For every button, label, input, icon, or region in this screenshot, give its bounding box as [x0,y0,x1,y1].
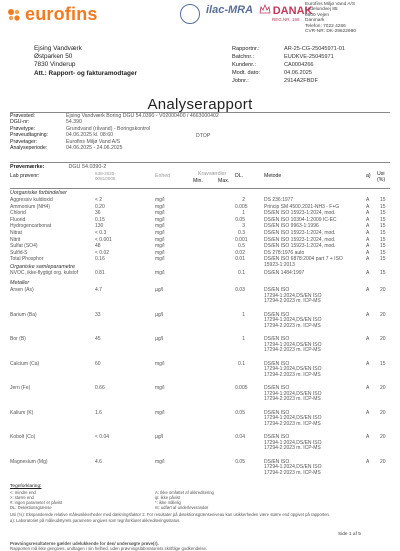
accreditation: A [366,270,370,276]
method-line: 17294-2:2023 m. ICP-MS [264,298,321,305]
analyte-name: Nitrat [10,230,22,236]
sample-value: Eurofins Miljø Vand A/S [66,138,121,145]
page-number: Side 1 af 5 [338,532,361,537]
result-value: < 0.001 [95,236,112,243]
method-line: DS/EN ISO [264,385,290,391]
unit: mg/l [155,203,165,210]
uncertainty: 15 [380,360,386,367]
uncertainty: 20 [380,287,386,293]
detection-limit: 0.05 [235,216,245,223]
analyte-name: Bor (B) [10,336,26,342]
analyte-name: Sulfat (SO4) [10,243,38,250]
analyte-name: Kobolt (Co) [10,434,36,440]
accreditation: A [366,434,370,440]
uncertainty: 20 [380,434,386,440]
uncertainty: 20 [380,311,386,318]
uncertainty: 20 [380,458,386,465]
recipient-line: Østparken 50 [34,53,73,61]
detection-limit: 1 [242,311,245,318]
method: DS 278:1976 auto [264,249,305,256]
lab-address [305,2,356,34]
col-name: Lab prøvenr: [10,173,40,179]
col-min: Min. [193,178,203,184]
detection-limit: 1 [242,210,245,217]
result-value: 1.6 [95,409,102,416]
method: DS/EN ISO 15923-1:2024, mod. [264,243,336,250]
legend-item: #: ingen parameter er påvist [10,500,63,505]
analyte-name: NVOC, ikke-flygtigt org. kulstof [10,270,79,276]
address-line: Telefon: 7022 4266 [305,23,346,29]
method-line: 17294-1:2024,DS/EN ISO [264,317,322,324]
accreditation: A [366,336,370,342]
detection-limit: 0.1 [238,360,245,367]
analyte-name: Kalium (K) [10,409,34,416]
method-line: 17294-2:2023 m. ICP-MS [264,445,321,452]
method-line: 17294-2:2023 m. ICP-MS [264,396,321,403]
accreditation: A [366,256,370,263]
meta-row [232,61,345,69]
col-method: Metode [264,173,282,179]
legend-title: Tegnforklaring: [10,484,42,489]
legend-item: <: mindre end [10,490,36,495]
uncertainty: 15 [380,243,386,250]
address-line: Eurofins Miljø Vand A/S [305,2,356,7]
danak-text: DANAK [272,5,313,17]
method: Princip SM 4500.2021-NH3 - F+G [264,203,340,210]
method-line: DS/EN ISO [264,458,290,465]
sample-row [10,145,219,151]
analyte-name: Fluorid [10,216,26,223]
result-value: < 0.04 [95,434,110,440]
meta-row [232,53,345,61]
accreditation-badges [180,4,318,25]
table-header [10,171,390,187]
accreditation: A [366,216,370,223]
provemaerke-label: Prøvemærke: [10,164,45,170]
col-usi: Usi (%) [377,171,386,183]
detection-limit: 0.005 [235,385,248,391]
result-value: 45 [95,336,101,342]
recipient-block [34,45,137,78]
accreditation: A [366,236,370,243]
accreditation: A [366,360,370,367]
method: DS/EN ISO 15923-1:2024, mod. [264,236,336,243]
meta-value: 04.06.2025 [284,70,312,76]
method-line: 17294-1:2024,DS/EN ISO [264,439,322,446]
provemaerke [10,164,106,170]
sample-key: Prøvested: [10,113,36,119]
eurofins-logo-icon [6,7,22,23]
accreditation: A [366,249,370,256]
meta-key: Rapportnr.: [232,46,260,52]
uncertainty: 15 [380,223,386,230]
meta-key: Modt. dato: [232,70,260,76]
unit: mg/l [155,360,165,367]
detection-limit: 0.5 [238,243,245,250]
accreditation: A [366,203,370,210]
method: DS/EN ISO 15923-1:2024, mod. [264,230,336,236]
uncertainty: 15 [380,230,386,236]
analyte-name: Aggressiv kuldioxid [10,197,53,203]
uncertainty: 15 [380,216,386,223]
unit: mg/l [155,216,165,223]
result-value: 4.7 [95,287,102,293]
uncertainty: 20 [380,409,386,416]
result-value: 130 [95,223,104,230]
sample-key: Prøvetager: [10,138,38,145]
accreditation: A [366,409,370,416]
method-line: DS/EN ISO [264,336,290,342]
lab-seal-icon [180,4,200,24]
divider [10,162,390,163]
analyte-name: Ammonium (NH4) [10,203,51,210]
col-dl: DL. [235,173,244,179]
unit: µg/l [155,311,164,318]
unit: mg/l [155,409,165,416]
eurofins-logo [6,4,98,25]
method [264,288,322,305]
meta-key: Jobnr.: [232,78,249,84]
result-value: 0.20 [95,203,105,210]
a-note: a): Laboratoriet på måleudstyrets parametre angives som tegnforklaret akkrediteringsstatus. [10,518,181,523]
result-value: 60 [95,360,101,367]
result-value: 0.81 [95,270,105,276]
method [264,362,322,379]
usi-note: Usi (%): Ekspanderede relative måleusikkerheder med dækningsfaktor 2. For resultater på detektionsgrænseniveau kan usikkerheden være større end opgivet på rapporten. [10,512,331,517]
recipient-line: 7830 Vinderup [34,61,76,69]
method-line: 17294-2:2023 m. ICP-MS [264,469,321,476]
unit: mg/l [155,236,165,243]
unit: mg/l [155,458,165,465]
accreditation: A [366,311,370,318]
result-value: < 2 [95,197,103,203]
method-line: 17294-1:2024,DS/EN ISO [264,292,322,299]
uncertainty: 15 [380,249,386,256]
accreditation: A [366,230,370,236]
method [264,460,322,477]
method-line: 17294-1:2024,DS/EN ISO [264,464,322,471]
legend-item: A: Ikke omfattet af akkreditering [155,490,214,495]
sample-value: Grundvand (råvand) - Boringskontrol [66,125,151,132]
analyte-name: Magnesium (Mg) [10,458,48,465]
uncertainty: 15 [380,210,386,217]
unit: mg/l [155,210,165,217]
analyte-name: Jern (Fe) [10,385,31,391]
meta-row [232,77,345,85]
col-unit: Enhed [155,173,171,179]
method-line: DS/EN ISO [264,287,290,293]
sample-value: 04.06.2025 kl. 08:60 [66,132,114,139]
lab-badge [180,4,200,25]
result-value: 0.16 [95,256,105,263]
provemaerke-value: DGU 54.0390-2 [68,164,107,170]
meta-row [232,45,345,53]
uncertainty: 20 [380,385,386,391]
legend-left [10,490,62,510]
method: DS/EN ISO 9963-1:1996 [264,223,319,230]
detection-limit: 0.05 [235,458,245,465]
method-line: 17294-1:2024,DS/EN ISO [264,415,322,422]
detection-limit: 0.04 [235,434,245,440]
report-title: Analyserapport [147,96,253,113]
method: DS/EN ISO 10304-1:2009 IC-EC [264,216,337,223]
meta-row [232,69,345,77]
sample-key: DGU-nr: [10,119,30,126]
analyte-name: Nitrit [10,236,21,243]
detection-limit: 0.005 [235,203,248,210]
meta-key: Batchnr.: [232,54,255,60]
sample-value: 54.390 [66,119,82,126]
uncertainty: 15 [380,197,386,203]
result-value: 0.15 [95,216,105,223]
meta-value: CA0004266 [284,62,314,68]
result-value: 4.6 [95,458,102,465]
detection-limit: 0.02 [235,249,245,256]
result-value: 48 [95,243,101,250]
uncertainty: 20 [380,336,386,342]
detection-limit: 1 [242,336,245,342]
method-line: DS/EN ISO [264,434,290,440]
accreditation: A [366,287,370,293]
col-krav: Kravværdier [198,171,227,177]
analyte-name: Total Phosphor [10,256,44,263]
method [264,313,322,330]
method-line: 17294-1:2024,DS/EN ISO [264,390,322,397]
analyte-name: Sulfid-S [10,249,28,256]
analyte-name: Hydrogencarbonat [10,223,52,230]
detection-limit: 0.03 [235,287,245,293]
detection-limit: 0.05 [235,409,245,416]
accreditation: A [366,223,370,230]
accreditation: A [366,210,370,217]
detection-limit: 2 [242,197,245,203]
logo-text: eurofins [25,4,98,24]
col-a: a) [366,173,371,179]
result-value: < 0.02 [95,249,110,256]
meta-value: AR-25-CG-25045971-01 [284,46,345,52]
report-meta [232,45,345,85]
section-uorganiske: Uorganiske forbindelser [10,190,67,196]
uncertainty: 15 [380,270,386,276]
detection-limit: 0.3 [238,230,245,236]
method: DS/EN 1484:1997 [264,270,305,276]
method-line: 17294-1:2024,DS/EN ISO [264,366,322,373]
method [264,337,322,354]
danak-reg: REG.NR. 168 [272,17,300,22]
ilac-text: ilac-MRA [206,4,254,16]
section-metaller: Metaller [10,280,30,286]
uncertainty: 15 [380,203,386,210]
sample-info [10,113,219,151]
unit: µg/l [155,336,164,342]
method-line: 17294-2:2023 m. ICP-MS [264,371,321,378]
unit: mg/l [155,270,165,276]
recipient-line: Ejsing Vandværk [34,45,82,52]
result-value: 33 [95,311,101,318]
unit: mg/l [155,385,165,391]
detection-limit: 0.1 [238,270,245,276]
recipient-att: Att.: Rapport- og fakturamodtager [34,69,137,77]
unit: mg/l [155,249,165,256]
method-line: 17294-2:2023 m. ICP-MS [264,322,321,329]
unit: mg/l [155,197,165,203]
method-line: 17294-1:2024,DS/EN ISO [264,341,322,348]
accreditation: A [366,197,370,203]
footer-line: Prøvningsresultaterne gælder udelukkende for den/ undersøgte prøve(r). [10,541,159,546]
address-line: Danmark [305,18,325,24]
legend-item: nt: udført af underleverandør [155,505,209,510]
unit: µg/l [155,287,164,293]
sample-value: 04.06.2025 - 24.06.2025 [66,145,123,152]
legend-item: >: større end [10,495,34,500]
sample-key: Analyseperiode: [10,145,48,152]
detection-limit: 0.01 [235,256,245,263]
result-value: < 0.3 [95,230,107,236]
ilac-badge [206,4,253,16]
analyte-name: Chlorid [10,210,26,217]
method-line: 17294-2:2023 m. ICP-MS [264,420,321,427]
legend-right [155,490,214,510]
unit: mg/l [155,223,165,230]
address-line: CVR-NR: DK-29622980 [305,29,356,35]
analyte-name: Arsen (As) [10,287,34,293]
detection-limit: 0.001 [235,236,248,243]
method-line: 17294-2:2023 m. ICP-MS [264,347,321,354]
legend-item: *: ikke målelig [155,500,181,505]
uncertainty: 15 [380,236,386,243]
address-line: Ladelundvej 85 [305,7,338,13]
section-organiske: Organiske samleparametre [10,264,76,270]
unit: µg/l [155,434,164,440]
divider [10,188,390,189]
crown-icon [259,4,271,14]
method: DS 236:1977 [264,197,294,203]
footer-line: Rapporten må ikke gengives, undtagen i sin helhed, uden prøvningslaboratoriets skriftlige godkendelse. [10,546,208,551]
analyte-name: Barium (Ba) [10,311,37,318]
accreditation: A [366,243,370,250]
method [264,435,322,452]
method: DS/EN ISO 15923-1:2024, mod. [264,210,336,217]
uncertainty: 15 [380,256,386,263]
sample-value: Ejsing Vandværk Boring DGU 54.0390 - V02000400 / 4663000402 [66,113,219,119]
accreditation: A [366,458,370,465]
meta-key: Kundenr.: [232,62,256,68]
result-value: 36 [95,210,101,217]
unit: mg/l [155,256,165,263]
meta-value: 2914A2FBDF [284,78,318,84]
legend-item: DL: Detektionsgrænse [10,505,52,510]
result-value: 0.66 [95,385,105,391]
legend-item: ip: ikke påvist [155,495,181,500]
method [264,386,322,403]
meta-value: EUDKVE-25045971 [284,54,334,60]
analyte-name: Calcium (Ca) [10,360,40,367]
method-line: DS/EN ISO [264,360,290,367]
method-line: DS/EN ISO [264,409,290,416]
sample-extra: DTOP [196,133,211,139]
col-lab-no: 538-2025-00810006 [95,171,116,181]
accreditation: A [366,385,370,391]
method [264,411,322,428]
method-line: DS/EN ISO [264,311,290,318]
detection-limit: 3 [242,223,245,230]
method: DS/EN ISO 6878:2004 part 7 + ISO 15923-1:2013 [264,256,343,268]
address-line: 6600 Vejen [305,12,330,18]
sample-key: Prøveudtagning: [10,132,49,139]
col-max: Max. [218,178,230,184]
unit: mg/l [155,243,165,250]
unit: mg/l [155,230,165,236]
sample-key: Prøvetype: [10,125,36,132]
